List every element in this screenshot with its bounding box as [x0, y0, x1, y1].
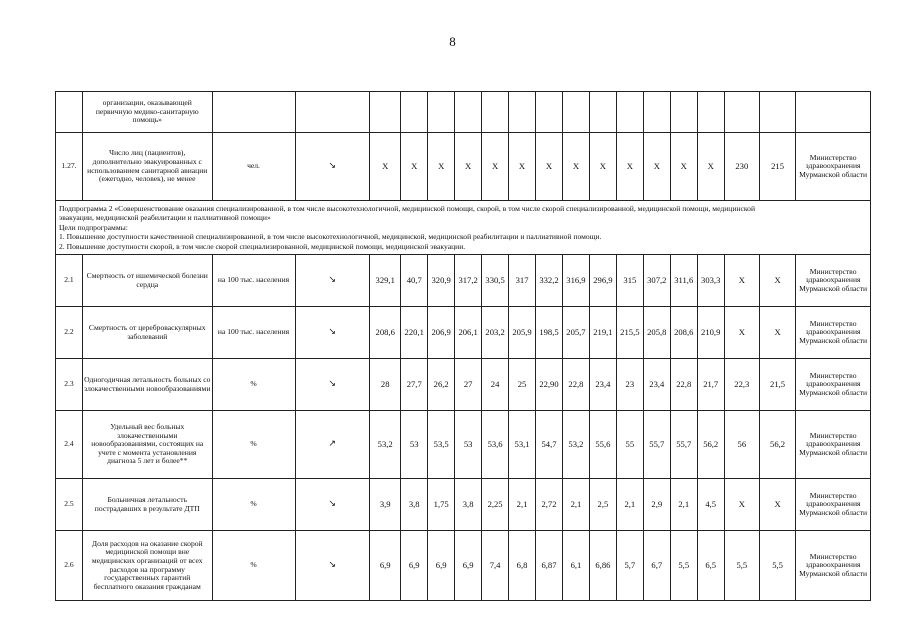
value-cell: 56: [724, 411, 759, 479]
subprogram-line: эвакуации, медицинской реабилитации и паллиативной помощи»: [59, 213, 271, 223]
indicator-name-cell: Удельный вес больных злокачественными новообразованиями, состоящих на учете с момента установления диагноза 5 лет и более**: [82, 411, 212, 479]
unit-cell: %: [212, 531, 295, 601]
value-cell: 206,1: [455, 307, 482, 359]
value-cell: 22,90: [536, 359, 563, 411]
row-number-cell: 2.5: [56, 479, 83, 531]
value-cell: 54,7: [536, 411, 563, 479]
value-cell: 203,2: [482, 307, 509, 359]
subprogram-description: [56, 201, 871, 255]
value-cell: 230: [724, 133, 759, 201]
empty-cell: [697, 92, 724, 133]
empty-cell: [796, 92, 871, 133]
value-cell: 28: [370, 359, 401, 411]
indicators-table: [55, 91, 871, 601]
indicator-name-cell: Больничная летальность пострадавших в результате ДТП: [82, 479, 212, 531]
value-cell: 53,2: [370, 411, 401, 479]
value-cell: 55,7: [670, 411, 697, 479]
executor-cell: Министерство здравоохранения Мурманской области: [796, 307, 871, 359]
value-cell: 2,1: [670, 479, 697, 531]
table-row: [56, 255, 871, 307]
value-cell: 6,87: [536, 531, 563, 601]
row-number-cell: 2.2: [56, 307, 83, 359]
value-cell: 4,5: [697, 479, 724, 531]
unit-cell: на 100 тыс. населения: [212, 307, 295, 359]
unit-cell: %: [212, 359, 295, 411]
value-cell: 2,9: [643, 479, 670, 531]
table-row: [56, 411, 871, 479]
unit-cell: на 100 тыс. населения: [212, 255, 295, 307]
empty-cell: [455, 92, 482, 133]
executor-cell: Министерство здравоохранения Мурманской области: [796, 531, 871, 601]
indicator-name-cell: организации, оказывающей первичную медико-санитарную помощь»: [82, 92, 212, 133]
row-number-cell: 2.1: [56, 255, 83, 307]
value-cell: 24: [482, 359, 509, 411]
value-cell: 5,7: [616, 531, 643, 601]
executor-cell: Министерство здравоохранения Мурманской области: [796, 359, 871, 411]
value-cell: 307,2: [643, 255, 670, 307]
value-cell: 22,8: [670, 359, 697, 411]
value-cell: Х: [616, 133, 643, 201]
indicator-name-cell: Смертность от ишемической болезни сердца: [82, 255, 212, 307]
indicator-name-cell: Одногодичная летальность больных со злокачественными новообразованиями: [82, 359, 212, 411]
value-cell: 6,1: [562, 531, 589, 601]
value-cell: 25: [509, 359, 536, 411]
value-cell: Х: [759, 255, 795, 307]
indicator-name-cell: Смертность от цереброваскулярных заболеваний: [82, 307, 212, 359]
value-cell: 208,6: [670, 307, 697, 359]
value-cell: 219,1: [589, 307, 616, 359]
value-cell: 23,4: [589, 359, 616, 411]
subprogram-line: Подпрограмма 2 «Совершенствование оказания специализированной, в том числе высокотехнологичной, медицинской помощи, скорой, в том числе скорой специализированной, медицинской помощи, медицинской: [59, 204, 756, 213]
value-cell: 55,6: [589, 411, 616, 479]
empty-cell: [616, 92, 643, 133]
trend-arrow-cell: ↗: [295, 411, 370, 479]
value-cell: 21,7: [697, 359, 724, 411]
value-cell: 53: [401, 411, 428, 479]
value-cell: 205,7: [562, 307, 589, 359]
value-cell: 23,4: [643, 359, 670, 411]
value-cell: 311,6: [670, 255, 697, 307]
empty-cell: [562, 92, 589, 133]
trend-arrow-cell: ↘: [295, 133, 370, 201]
value-cell: Х: [536, 133, 563, 201]
value-cell: 3,8: [401, 479, 428, 531]
unit-cell: чел.: [212, 133, 295, 201]
value-cell: 220,1: [401, 307, 428, 359]
value-cell: 7,4: [482, 531, 509, 601]
executor-cell: Министерство здравоохранения Мурманской области: [796, 411, 871, 479]
value-cell: 1,75: [428, 479, 455, 531]
value-cell: 205,8: [643, 307, 670, 359]
value-cell: 315: [616, 255, 643, 307]
row-number-cell: 2.4: [56, 411, 83, 479]
value-cell: Х: [643, 133, 670, 201]
value-cell: 26,2: [428, 359, 455, 411]
subprogram-line: Цели подпрограммы:: [59, 222, 128, 232]
executor-cell: Министерство здравоохранения Мурманской области: [796, 133, 871, 201]
indicator-name-cell: Число лиц (пациентов), дополнительно эвакуированных с использованием санитарной авиации (ежегодно, человек), не менее: [82, 133, 212, 201]
table-row-continued: [56, 92, 871, 133]
value-cell: 198,5: [536, 307, 563, 359]
value-cell: 5,5: [759, 531, 795, 601]
value-cell: 23: [616, 359, 643, 411]
executor-cell: Министерство здравоохранения Мурманской области: [796, 255, 871, 307]
value-cell: Х: [759, 307, 795, 359]
value-cell: 53,6: [482, 411, 509, 479]
value-cell: 53,2: [562, 411, 589, 479]
executor-cell: Министерство здравоохранения Мурманской области: [796, 479, 871, 531]
empty-cell: [509, 92, 536, 133]
value-cell: 55,7: [643, 411, 670, 479]
value-cell: Х: [724, 307, 759, 359]
trend-arrow-cell: ↘: [295, 479, 370, 531]
value-cell: Х: [670, 133, 697, 201]
value-cell: Х: [370, 133, 401, 201]
value-cell: Х: [509, 133, 536, 201]
value-cell: 40,7: [401, 255, 428, 307]
value-cell: Х: [724, 479, 759, 531]
empty-cell: [643, 92, 670, 133]
value-cell: 55: [616, 411, 643, 479]
value-cell: Х: [759, 479, 795, 531]
value-cell: 56,2: [697, 411, 724, 479]
subprogram-line: 2. Повышение доступности скорой, в том числе скорой специализированной, медицинской помощи, медицинской эвакуации.: [59, 241, 466, 251]
empty-cell: [536, 92, 563, 133]
value-cell: 6,5: [697, 531, 724, 601]
unit-cell: %: [212, 479, 295, 531]
empty-cell: [212, 92, 295, 133]
value-cell: Х: [724, 255, 759, 307]
indicator-name-cell: Доля расходов на оказание скорой медицинской помощи вне медицинских организаций от всех расходов на программу государственных гарантий бесплатного оказания гражданам: [82, 531, 212, 601]
value-cell: 53: [455, 411, 482, 479]
value-cell: 2,5: [589, 479, 616, 531]
value-cell: 2,25: [482, 479, 509, 531]
empty-cell: [482, 92, 509, 133]
row-number-cell: 2.3: [56, 359, 83, 411]
value-cell: Х: [455, 133, 482, 201]
value-cell: 210,9: [697, 307, 724, 359]
empty-cell: [724, 92, 759, 133]
value-cell: 6,9: [455, 531, 482, 601]
table-row: [56, 531, 871, 601]
value-cell: 3,8: [455, 479, 482, 531]
value-cell: 27: [455, 359, 482, 411]
value-cell: Х: [401, 133, 428, 201]
trend-arrow-cell: ↘: [295, 359, 370, 411]
value-cell: 6,9: [401, 531, 428, 601]
trend-arrow-cell: ↘: [295, 307, 370, 359]
empty-cell: [759, 92, 795, 133]
empty-cell: [428, 92, 455, 133]
value-cell: 215: [759, 133, 795, 201]
value-cell: 2,1: [562, 479, 589, 531]
value-cell: 317: [509, 255, 536, 307]
value-cell: 6,7: [643, 531, 670, 601]
value-cell: 5,5: [724, 531, 759, 601]
value-cell: 6,86: [589, 531, 616, 601]
value-cell: 22,3: [724, 359, 759, 411]
row-number-cell: 1.27.: [56, 133, 83, 201]
value-cell: 208,6: [370, 307, 401, 359]
value-cell: Х: [697, 133, 724, 201]
value-cell: 5,5: [670, 531, 697, 601]
value-cell: 296,9: [589, 255, 616, 307]
row-number-cell: 2.6: [56, 531, 83, 601]
value-cell: 53,1: [509, 411, 536, 479]
subprogram-header-row: [56, 201, 871, 255]
value-cell: 317,2: [455, 255, 482, 307]
empty-cell: [670, 92, 697, 133]
value-cell: 6,9: [428, 531, 455, 601]
value-cell: Х: [589, 133, 616, 201]
value-cell: 206,9: [428, 307, 455, 359]
value-cell: 2,1: [509, 479, 536, 531]
value-cell: 22,8: [562, 359, 589, 411]
value-cell: 6,8: [509, 531, 536, 601]
trend-arrow-cell: ↘: [295, 255, 370, 307]
value-cell: 205,9: [509, 307, 536, 359]
table-row: [56, 479, 871, 531]
value-cell: 56,2: [759, 411, 795, 479]
empty-cell: [370, 92, 401, 133]
value-cell: 6,9: [370, 531, 401, 601]
value-cell: 27,7: [401, 359, 428, 411]
value-cell: 21,5: [759, 359, 795, 411]
empty-cell: [401, 92, 428, 133]
subprogram-line: 1. Повышение доступности качественной специализированной, в том числе высокотехнологичной, медицинской, медицинской реабилитации и паллиативной помощи.: [59, 232, 602, 242]
value-cell: Х: [428, 133, 455, 201]
value-cell: 53,5: [428, 411, 455, 479]
value-cell: 2,1: [616, 479, 643, 531]
unit-cell: %: [212, 411, 295, 479]
row-number-cell: [56, 92, 83, 133]
value-cell: Х: [562, 133, 589, 201]
value-cell: 2,72: [536, 479, 563, 531]
value-cell: 332,2: [536, 255, 563, 307]
empty-cell: [295, 92, 370, 133]
value-cell: 3,9: [370, 479, 401, 531]
table-row: [56, 133, 871, 201]
value-cell: 320,9: [428, 255, 455, 307]
value-cell: 329,1: [370, 255, 401, 307]
table-row: [56, 359, 871, 411]
value-cell: Х: [482, 133, 509, 201]
page-number: 8: [449, 34, 456, 49]
empty-cell: [589, 92, 616, 133]
value-cell: 303,3: [697, 255, 724, 307]
trend-arrow-cell: ↘: [295, 531, 370, 601]
value-cell: 215,5: [616, 307, 643, 359]
value-cell: 330,5: [482, 255, 509, 307]
value-cell: 316,9: [562, 255, 589, 307]
table-row: [56, 307, 871, 359]
